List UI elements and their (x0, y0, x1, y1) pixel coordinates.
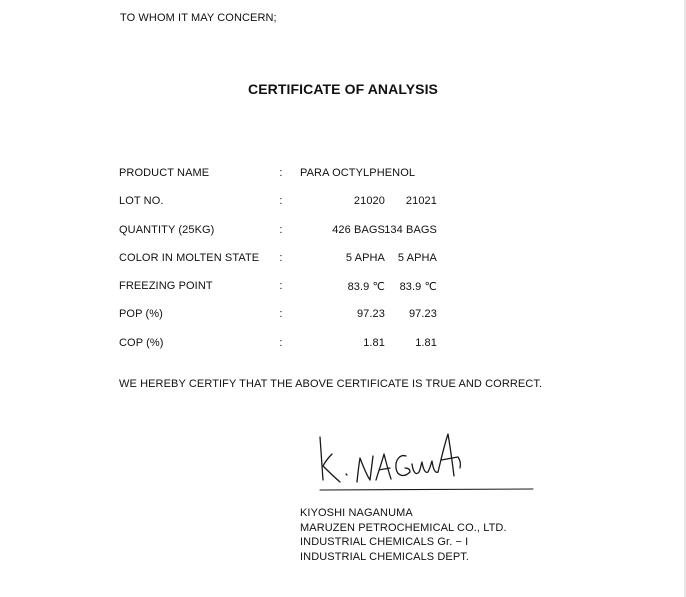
row-label: POP (%) (119, 308, 163, 320)
row-colon: : (279, 252, 283, 264)
lot-2-value: 5 APHA (397, 252, 437, 264)
product-name-colon: : (279, 167, 283, 179)
lot-2-value: 1.81 (415, 337, 437, 349)
lot-2-value: 21021 (405, 195, 437, 207)
row-colon: : (279, 224, 283, 236)
row-label: COLOR IN MOLTEN STATE (119, 252, 260, 264)
row-colon: : (279, 280, 283, 292)
signature-image (300, 424, 535, 494)
lot-2-value: 83.9 ℃ (399, 281, 437, 293)
product-name-label: PRODUCT NAME (119, 167, 210, 179)
lot-1-value: 1.81 (363, 337, 385, 349)
row-colon: : (279, 195, 283, 207)
row-label: LOT NO. (119, 195, 164, 207)
lot-1-value: 21020 (353, 195, 385, 207)
lot-1-value: 5 APHA (345, 252, 385, 264)
certification-statement: WE HEREBY CERTIFY THAT THE ABOVE CERTIFICATE IS TRUE AND CORRECT. (119, 378, 543, 390)
lot-1-value: 83.9 ℃ (347, 281, 385, 293)
row-label: QUANTITY (25KG) (119, 224, 215, 236)
signatory-block (300, 506, 507, 564)
row-label: COP (%) (119, 337, 164, 349)
row-colon: : (279, 337, 283, 349)
signatory-name: KIYOSHI NAGANUMA (300, 507, 413, 519)
row-label: FREEZING POINT (119, 280, 213, 292)
lot-1-value: 426 BAGS (332, 224, 385, 236)
signatory-division: INDUSTRIAL CHEMICALS Gr. − I (300, 536, 469, 548)
row-colon: : (279, 308, 283, 320)
document-title: CERTIFICATE OF ANALYSIS (247, 81, 438, 97)
salutation: TO WHOM IT MAY CONCERN; (120, 12, 277, 24)
lot-2-value: 134 BAGS (384, 224, 437, 236)
lot-2-value: 97.23 (408, 308, 437, 320)
signatory-company: MARUZEN PETROCHEMICAL CO., LTD. (300, 521, 507, 534)
lot-1-value: 97.23 (356, 308, 385, 320)
product-name-value: PARA OCTYLPHENOL (300, 167, 416, 179)
signatory-department: INDUSTRIAL CHEMICALS DEPT. (300, 550, 470, 563)
